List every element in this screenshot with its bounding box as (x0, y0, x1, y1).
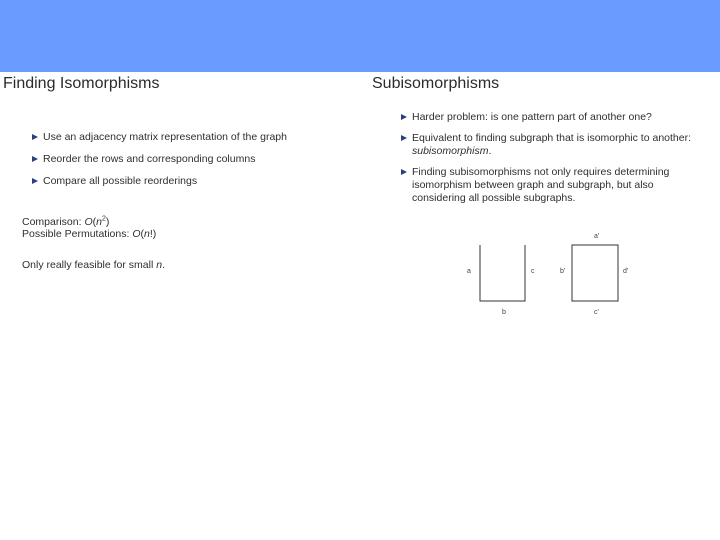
bullet-text: Finding subisomorphisms not only requires determining isomorphism between graph and subgraph, but also considering all possible subgraphs. (412, 166, 670, 204)
top-band (0, 0, 720, 72)
node-label-a: a (467, 268, 471, 275)
bullet-text: Equivalent to finding subgraph that is isomorphic to another: (412, 132, 692, 144)
complexity-stats (22, 216, 156, 240)
comparison-line: Comparison: $O(n^2)$ (22, 215, 110, 228)
node-label-c-prime: c' (594, 309, 599, 316)
bullet-arrow-icon (32, 134, 38, 140)
bullet-arrow-icon (32, 156, 38, 162)
bullet-list (31, 131, 351, 197)
node-label-d-prime: d' (623, 268, 629, 275)
bullet-item (31, 175, 351, 188)
slide-finding-isomorphisms (0, 72, 360, 328)
slide-title: Finding Isomorphisms (3, 75, 160, 92)
permutations-line: Possible Permutations: O(n!) (22, 228, 157, 240)
bullet-item: Equivalent to finding subgraph that is isomorphic to another: subisomorphism. (400, 132, 710, 158)
feasibility-note: Only really feasible for small n. (22, 259, 165, 271)
node-label-b: b (502, 309, 506, 316)
node-label-a-prime: a' (594, 233, 600, 240)
slide-content (0, 72, 720, 328)
slide-subisomorphisms (360, 72, 720, 328)
node-label-b-prime: b' (560, 268, 566, 275)
bullet-arrow-icon (32, 178, 38, 184)
bullet-text: Harder problem: is one pattern part of another one? (412, 111, 652, 123)
graph-2-edges (572, 245, 618, 301)
bullet-item (31, 153, 351, 166)
bullet-text: Use an adjacency matrix representation of the graph (43, 131, 287, 143)
subgraph-diagram (360, 72, 720, 328)
slide-title: Subisomorphisms (372, 75, 500, 92)
graph-1-edges (480, 245, 525, 301)
bullet-item (31, 131, 351, 144)
bullet-text: Compare all possible reorderings (43, 175, 198, 187)
node-label-c: c (531, 268, 535, 275)
bullet-text: Reorder the rows and corresponding columns (43, 153, 256, 165)
